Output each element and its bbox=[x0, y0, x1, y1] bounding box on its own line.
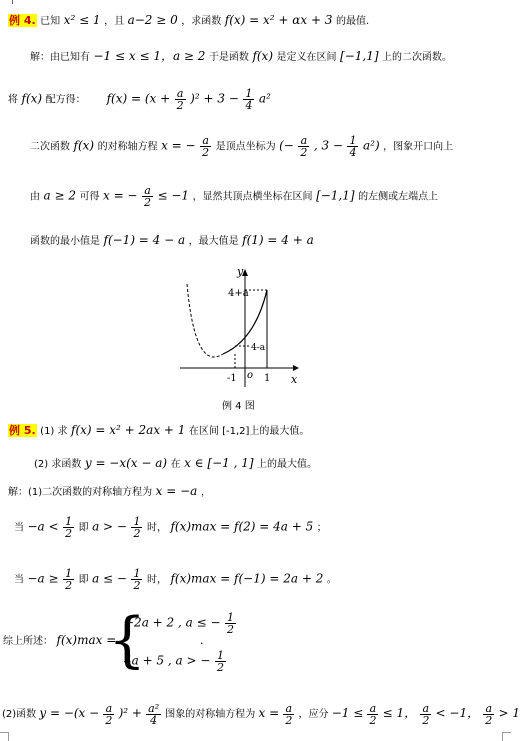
text: ； bbox=[316, 522, 327, 534]
fraction: $\frac{1}{2}$ bbox=[65, 567, 73, 592]
text: 综上所述： bbox=[3, 636, 53, 647]
text: 当 bbox=[14, 574, 24, 586]
ex4-question bbox=[8, 14, 369, 28]
math: [−1,1] bbox=[340, 49, 379, 63]
text: 。 bbox=[326, 574, 337, 586]
text: 当 bbox=[14, 522, 24, 534]
parabola-figure bbox=[175, 262, 315, 392]
text: 时， bbox=[146, 574, 167, 586]
math: a² bbox=[258, 91, 271, 106]
text: 配方得： bbox=[45, 94, 86, 106]
math: −1 ≤ bbox=[331, 706, 364, 720]
fraction: $\frac{a}{2}$ bbox=[105, 702, 113, 727]
text: 将 bbox=[8, 94, 18, 106]
math: f(1) = 4 + a bbox=[242, 233, 314, 247]
text: (2) 求函数 bbox=[34, 459, 82, 470]
fraction: $\frac{1}{2}$ bbox=[133, 515, 141, 540]
corner-mark bbox=[502, 732, 511, 741]
text: 上的最大值。 bbox=[257, 459, 318, 470]
parabola-dashed bbox=[187, 284, 223, 357]
fraction: $\frac{1}{2}$ bbox=[133, 567, 141, 592]
fraction: $\frac{1}{4}$ bbox=[245, 87, 253, 112]
fraction: $\frac{a}{2}$ bbox=[485, 702, 493, 727]
math: ≤ −1 bbox=[157, 188, 190, 203]
fraction: $\frac{a}{2}$ bbox=[285, 702, 293, 727]
text: 解：(1)二次函数的对称轴方程为 bbox=[8, 487, 153, 498]
x-label: x bbox=[291, 373, 298, 386]
math: f(−1) = 4 − a bbox=[103, 233, 186, 247]
fraction: $\frac{a}{2}$ bbox=[422, 702, 430, 727]
text: 即 bbox=[78, 522, 89, 534]
text: ， bbox=[200, 487, 211, 498]
text: 于是函数 bbox=[208, 52, 249, 63]
text: 在 bbox=[170, 459, 181, 470]
math: < −1， bbox=[435, 706, 480, 720]
text: ，图象开口向上 bbox=[383, 141, 454, 153]
text: 由 bbox=[30, 191, 40, 203]
ex5-badge: 例 5. bbox=[9, 424, 36, 437]
math: f(x)max = f(2) = 4a + 5 bbox=[170, 519, 314, 534]
text: 上的二次函数。 bbox=[382, 52, 453, 63]
math: a ≤ − bbox=[92, 571, 127, 586]
math: x = −a bbox=[155, 484, 198, 498]
ex5-summary-end: . bbox=[200, 634, 204, 647]
text: 可得 bbox=[79, 191, 100, 203]
text: 即 bbox=[78, 574, 89, 586]
ex5-case2 bbox=[14, 568, 337, 591]
math: −2a + 2 , a ≤ − bbox=[124, 615, 221, 630]
ex5-question1 bbox=[8, 424, 309, 438]
math: , 3 − bbox=[313, 138, 343, 153]
math: 4a + 5 , a > − bbox=[124, 653, 211, 668]
y-label: y bbox=[237, 265, 244, 278]
text: 时， bbox=[146, 522, 167, 534]
ex5-summary-row2 bbox=[124, 650, 227, 673]
fraction: $\frac{a}{2}$ bbox=[202, 134, 210, 159]
math: x = − bbox=[102, 188, 138, 203]
fraction: $\frac{a}{2}$ bbox=[300, 134, 308, 159]
math: [−1,1] bbox=[316, 188, 355, 203]
math: f(x) = (x + bbox=[106, 91, 171, 106]
math: x = − bbox=[161, 138, 196, 153]
figure-caption: 例 4 图 bbox=[222, 401, 255, 412]
ex5-question2 bbox=[34, 457, 317, 471]
fraction: $\frac{1}{2}$ bbox=[65, 515, 73, 540]
ex4-solution-line1 bbox=[30, 50, 452, 64]
corner-mark bbox=[12, 0, 13, 4]
text: 图象的对称轴方程为 bbox=[165, 709, 256, 720]
text: 函数的最小值是 bbox=[30, 236, 100, 247]
ex5-summary-row1 bbox=[124, 612, 237, 635]
math: )² + 3 − bbox=[190, 91, 239, 106]
brace: { bbox=[108, 605, 147, 675]
math: a > − bbox=[92, 519, 127, 534]
text: ，最大值是 bbox=[188, 236, 239, 247]
math: f(x) = x² + αx + 3 bbox=[224, 13, 333, 27]
fraction: $\frac{a}{2}$ bbox=[369, 702, 377, 727]
ex4-badge: 例 4. bbox=[9, 14, 36, 27]
ex4-solution-line4 bbox=[30, 185, 438, 208]
ex5-part2 bbox=[2, 703, 520, 726]
fraction: $\frac{1}{2}$ bbox=[216, 649, 224, 674]
ex4-solution-line2 bbox=[8, 88, 271, 111]
label-4-minus-a: 4-a bbox=[251, 343, 266, 353]
math: (− bbox=[279, 138, 294, 153]
math: f(x) bbox=[252, 49, 274, 63]
text: ，且 bbox=[104, 16, 125, 27]
text: 在区间 [-1,2]上的最大值。 bbox=[188, 426, 310, 437]
text: 的左侧或左端点上 bbox=[358, 191, 439, 203]
text: ，应分 bbox=[298, 709, 329, 720]
text: 已知 bbox=[40, 16, 61, 27]
ex5-solution1 bbox=[8, 485, 211, 499]
math: f(x)max = bbox=[56, 633, 117, 647]
math: −a ≥ bbox=[27, 571, 59, 586]
label-origin: o bbox=[247, 370, 254, 381]
math: a−2 ≥ 0 bbox=[127, 13, 178, 27]
ex5-case1 bbox=[14, 516, 327, 539]
fraction: $\frac{a}{2}$ bbox=[176, 87, 184, 112]
math: y = −(x − bbox=[39, 706, 100, 720]
ex5-summary-label bbox=[3, 634, 116, 648]
text: 的最值. bbox=[335, 16, 370, 27]
math: f(x) bbox=[73, 138, 95, 153]
math: x² ≤ 1 bbox=[63, 13, 101, 27]
math: f(x)max = f(−1) = 2a + 2 bbox=[170, 571, 324, 586]
math: a²) bbox=[362, 138, 380, 153]
ex4-solution-line5 bbox=[30, 234, 314, 248]
math: )² + bbox=[118, 706, 142, 720]
ex4-solution-line3 bbox=[30, 135, 453, 158]
corner-mark bbox=[0, 732, 9, 741]
label-1: 1 bbox=[264, 373, 271, 384]
text: (1) 求 bbox=[40, 426, 68, 437]
x-axis-arrow bbox=[293, 365, 299, 371]
text: 是定义在区间 bbox=[276, 52, 337, 63]
math: x = bbox=[258, 706, 280, 720]
fraction: $\frac{1}{2}$ bbox=[227, 611, 234, 636]
math: f(x) bbox=[21, 91, 43, 106]
math: a ≥ 2 bbox=[43, 188, 76, 203]
fraction: $\frac{\text{a²}}{4}$ bbox=[148, 702, 160, 727]
math: > 1 bbox=[498, 706, 520, 720]
text: 的对称轴方程 bbox=[97, 141, 158, 153]
label-minus1: -1 bbox=[227, 373, 237, 384]
math: −1 ≤ x ≤ 1，a ≥ 2 bbox=[93, 49, 206, 63]
text: ，显然其顶点横坐标在区间 bbox=[192, 191, 313, 203]
text: 是顶点坐标为 bbox=[215, 141, 276, 153]
math: x ∈ [−1 , 1] bbox=[184, 456, 254, 470]
text: (2)函数 bbox=[2, 709, 37, 720]
math: f(x) = x² + 2ax + 1 bbox=[71, 423, 186, 437]
math: ≤ 1， bbox=[382, 706, 417, 720]
fraction: $\frac{a}{2}$ bbox=[144, 184, 151, 209]
text: ，求函数 bbox=[181, 16, 222, 27]
math: y = −x(x − a) bbox=[84, 456, 168, 470]
text: 解：由已知有 bbox=[30, 52, 90, 63]
label-4-plus-a: 4+a bbox=[228, 288, 249, 299]
fraction: $\frac{1}{4}$ bbox=[349, 134, 357, 159]
text: 二次函数 bbox=[30, 141, 70, 153]
math: −a < bbox=[27, 519, 59, 534]
